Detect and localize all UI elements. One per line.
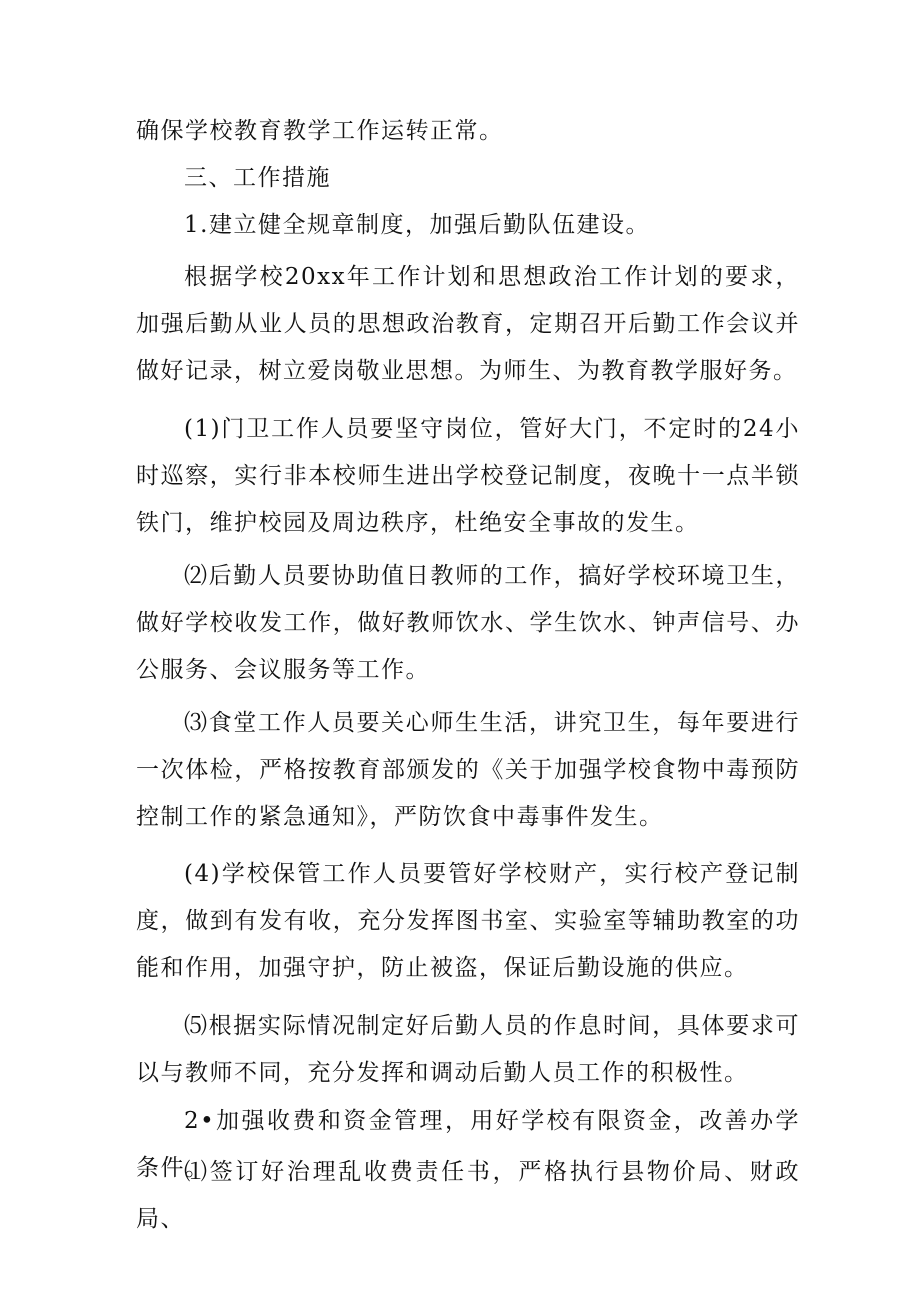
subheading-1: 1.建立健全规章制度，加强后勤队伍建设。	[184, 212, 650, 238]
paragraph-item-3: ⑶食堂工作人员要关心师生生活，讲究卫生，每年要进行一次体检，严格按教育部颁发的《关于加强学校食物中毒预防控制工作的紧急通知》，严防饮食中毒事件发生。	[136, 710, 800, 830]
paragraph-item-1: (1)门卫工作人员要坚守岗位，管好大门，不定时的24小时巡察，实行非本校师生进出学校登记制度，夜晚十一点半锁铁门，维护校园及周边秩序，杜绝安全事故的发生。	[136, 416, 800, 536]
paragraph-continuation: 确保学校教育教学工作运转正常。	[136, 118, 504, 144]
paragraph-subitem-1: ⑴签订好治理乱收费责任书，严格执行县物价局、财政局、	[136, 1159, 800, 1232]
paragraph-item-5: ⑸根据实际情况制定好后勤人员的作息时间，具体要求可以与教师不同，充分发挥和调动后勤人员工作的积极性。	[136, 1013, 800, 1086]
paragraph-item-2: ⑵后勤人员要协助值日教师的工作，搞好学校环境卫生，做好学校收发工作，做好教师饮水、学生饮水、钟声信号、办公服务、会议服务等工作。	[136, 563, 800, 683]
section-heading-measures: 三、工作措施	[184, 165, 331, 191]
subheading-2: 2•加强收费和资金管理，用好学校有限资金，改善办学条件。	[136, 1108, 800, 1181]
paragraph-intro: 根据学校20xx年工作计划和思想政治工作计划的要求，加强后勤从业人员的思想政治教育，定期召开后勤工作会议并做好记录，树立爱岗敬业思想。为师生、为教育教学服好务。	[136, 264, 800, 384]
paragraph-item-4: (4)学校保管工作人员要管好学校财产，实行校产登记制度，做到有发有收，充分发挥图书室、实验室等辅助教室的功能和作用，加强守护，防止被盗，保证后勤设施的供应。	[136, 861, 800, 981]
